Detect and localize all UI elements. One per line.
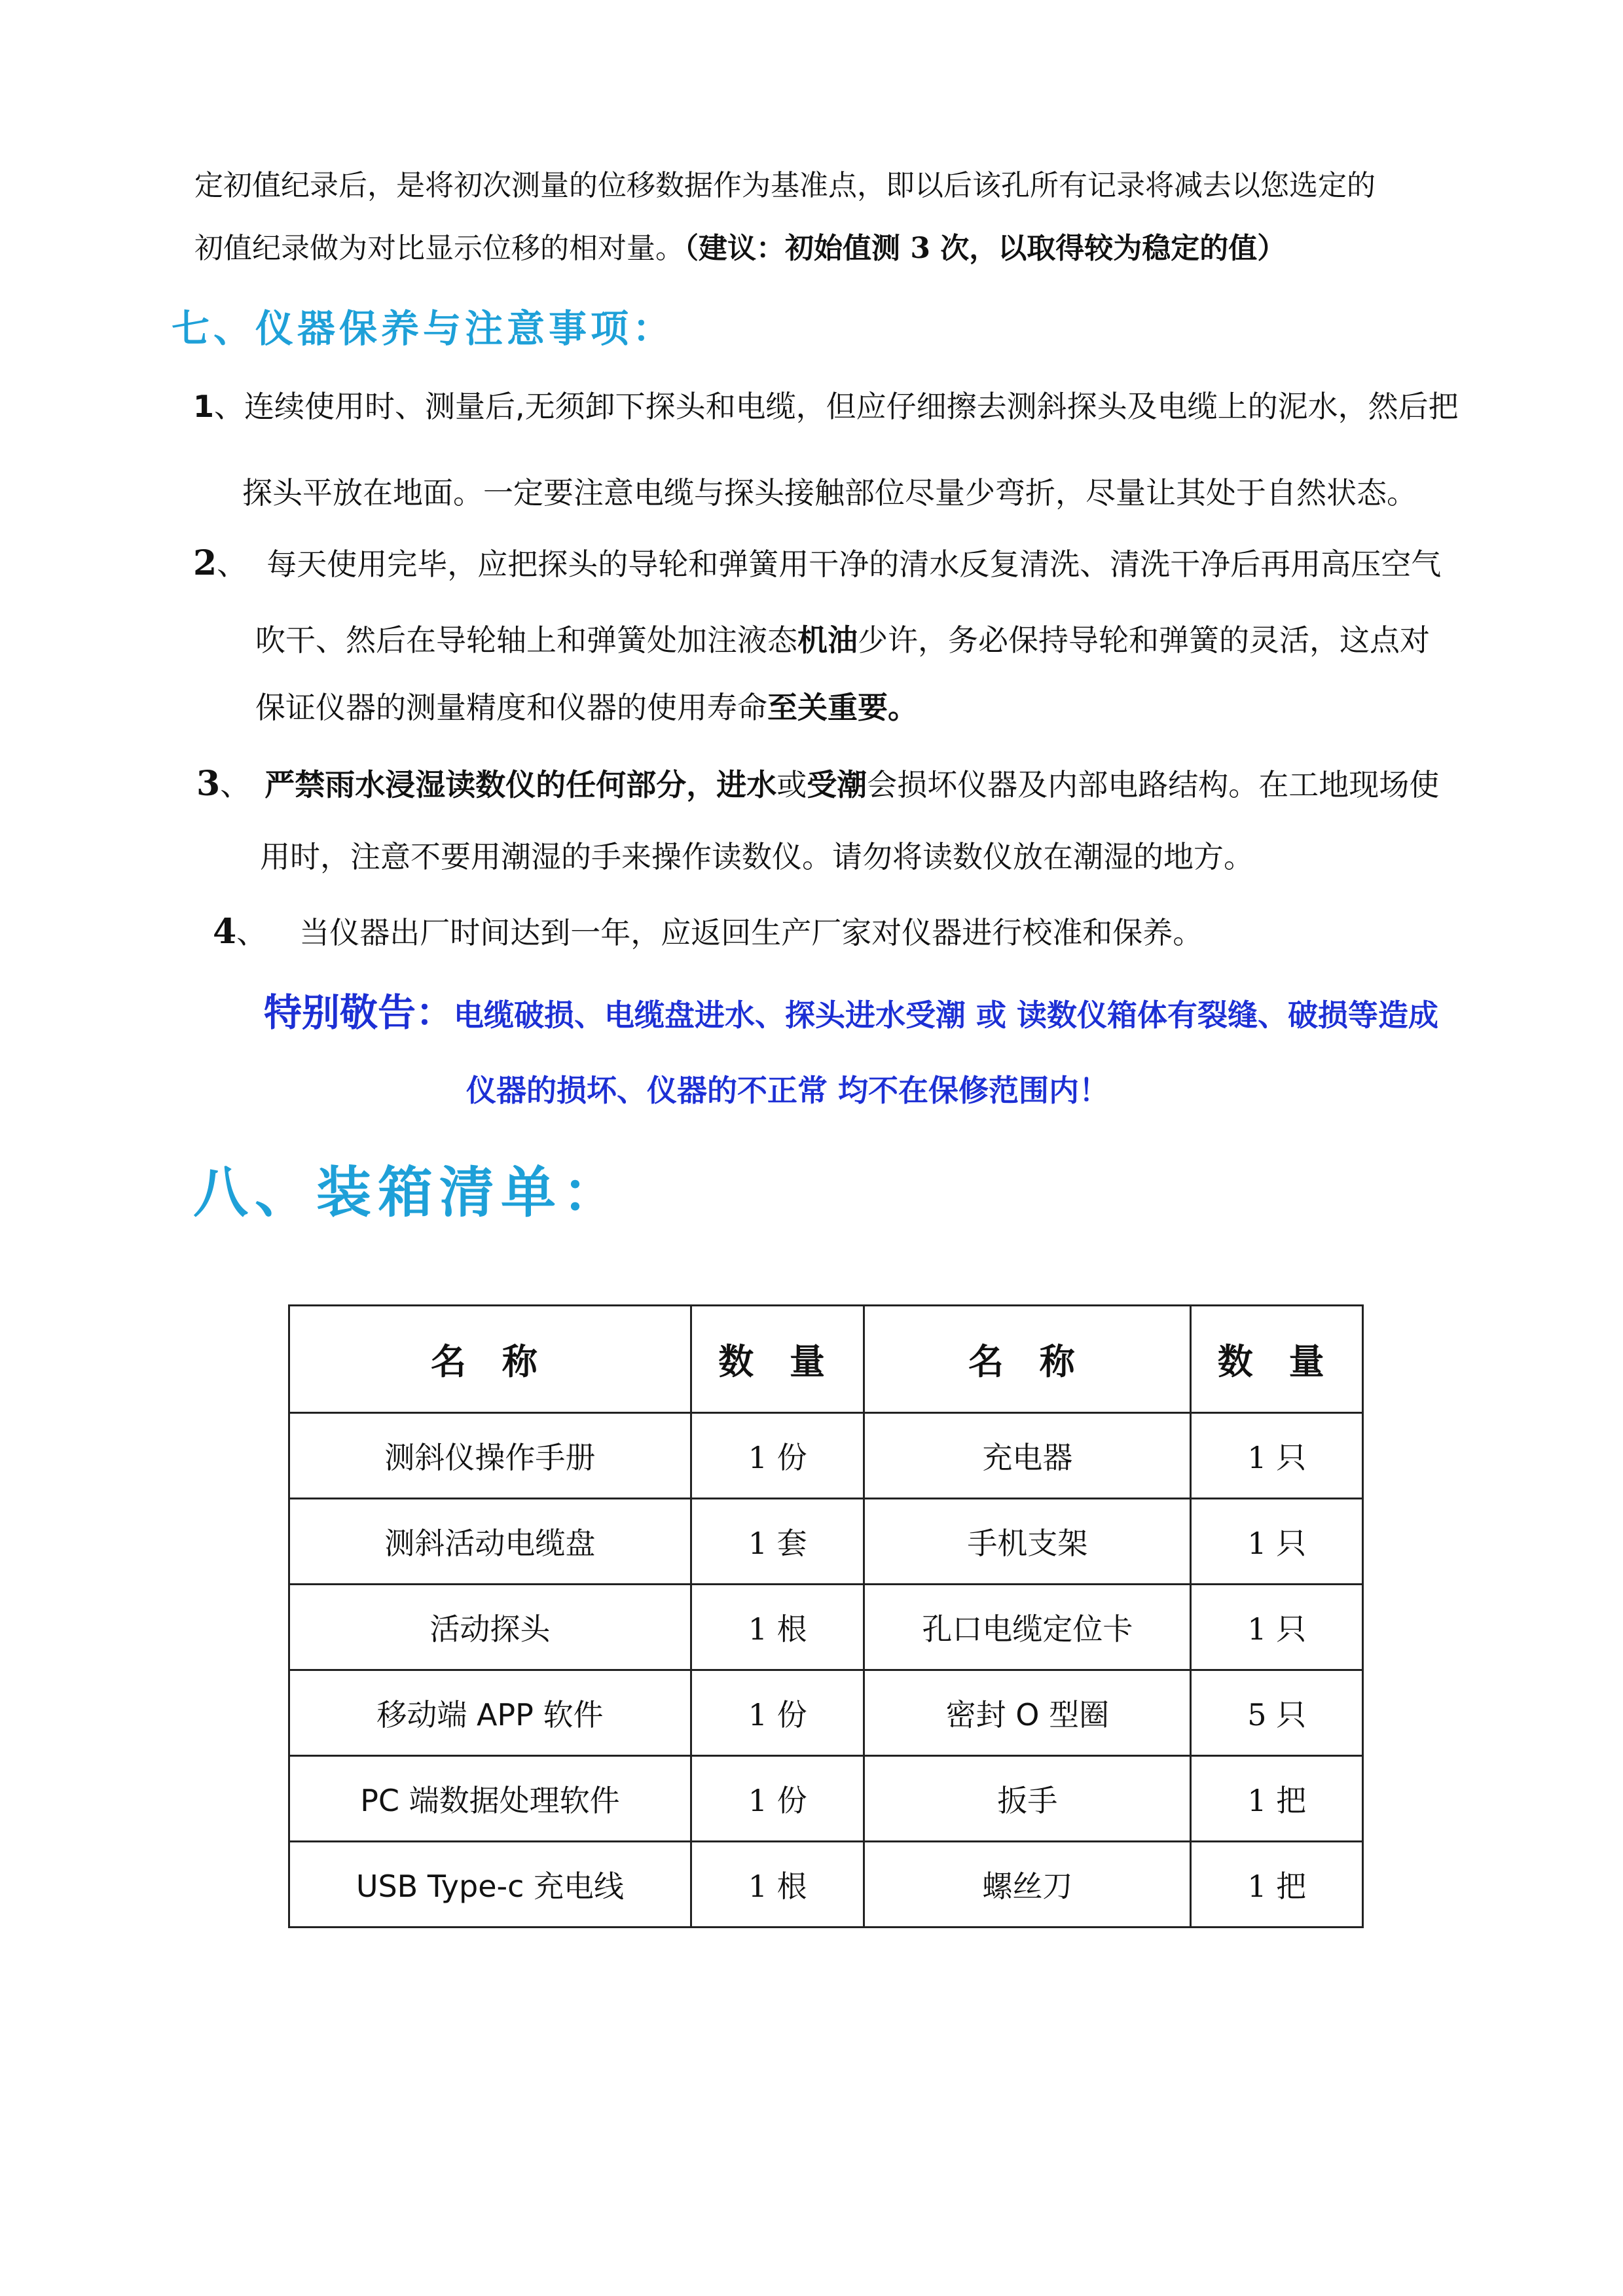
item-2-bold-important: 至关重要。	[767, 690, 918, 725]
item-name: 手机支架	[864, 1499, 1191, 1585]
item-name: 测斜活动电缆盘	[289, 1499, 691, 1585]
item-name: USB Type-c 充电线	[289, 1842, 691, 1928]
header-qty-1: 数 量	[691, 1306, 864, 1413]
intro-line-2-text: 初值纪录做为对比显示位移的相对量。	[194, 232, 684, 265]
special-warning	[264, 990, 1439, 1035]
item-name: 充电器	[864, 1413, 1191, 1499]
item-3-line-1-rest: 会损坏仪器及内部电路结构。在工地现场使	[867, 767, 1440, 802]
item-1-separator: 、	[214, 389, 245, 424]
item-name: 扳手	[864, 1756, 1191, 1842]
item-1-line-1: 连续使用时、测量后,无须卸下探头和电缆，但应仔细擦去测斜探头及电缆上的泥水，然后把	[244, 389, 1459, 424]
packing-list-table	[288, 1304, 1364, 1928]
item-quantity: 1 份	[691, 1756, 864, 1842]
section-7-heading: 七、仪器保养与注意事项：	[172, 306, 675, 351]
item-3-number: 3	[196, 764, 221, 804]
item-4-number: 4	[213, 912, 237, 952]
table-row	[289, 1670, 1363, 1756]
header-qty-2: 数 量	[1191, 1306, 1363, 1413]
table-row	[289, 1413, 1363, 1499]
item-quantity: 1 根	[691, 1842, 864, 1928]
section-8-heading: 八、装箱清单：	[193, 1160, 625, 1225]
item-name: 孔口电缆定位卡	[864, 1585, 1191, 1670]
warning-line-2: 仪器的损坏、仪器的不正常 均不在保修范围内！	[466, 1073, 1110, 1108]
item-2-separator: 、	[217, 547, 247, 582]
item-quantity: 1 份	[691, 1670, 864, 1756]
header-name-1: 名 称	[289, 1306, 691, 1413]
list-item-1	[193, 391, 1459, 422]
item-quantity: 1 把	[1191, 1756, 1363, 1842]
warning-label: 特别敬告：	[264, 990, 454, 1035]
item-quantity: 1 套	[691, 1499, 864, 1585]
item-2-line-3-a: 保证仪器的测量精度和仪器的使用寿命	[255, 690, 767, 725]
item-name: 螺丝刀	[864, 1842, 1191, 1928]
item-name: 移动端 APP 软件	[289, 1670, 691, 1756]
item-1-line-2: 探头平放在地面。一定要注意电缆与探头接触部位尽量少弯折，尽量让其处于自然状态。	[242, 475, 1417, 511]
item-2-bold-oil: 机油	[797, 622, 858, 658]
table-row	[289, 1585, 1363, 1670]
item-3-bold-damp: 受潮	[807, 767, 867, 802]
item-4-line-1: 当仪器出厂时间达到一年，应返回生产厂家对仪器进行校准和保养。	[299, 915, 1203, 950]
item-3-separator: 、	[220, 767, 251, 802]
intro-line-1: 定初值纪录后，是将初次测量的位移数据作为基准点，即以后该孔所有记录将减去以您选定的	[194, 169, 1376, 202]
intro-line-2	[194, 234, 1543, 263]
item-quantity: 1 把	[1191, 1842, 1363, 1928]
item-quantity: 1 只	[1191, 1585, 1363, 1670]
item-1-number: 1	[193, 389, 215, 424]
item-name: 测斜仪操作手册	[289, 1413, 691, 1499]
item-3-line-2: 用时，注意不要用潮湿的手来操作读数仪。请勿将读数仪放在潮湿的地方。	[260, 839, 1254, 874]
warning-line-1: 电缆破损、电缆盘进水、探头进水受潮 或 读数仪箱体有裂缝、破损等造成	[454, 997, 1439, 1033]
item-3-bold-warning: 严禁雨水浸湿读数仪的任何部分，进水	[264, 767, 777, 802]
item-3-or: 或	[776, 767, 807, 802]
item-2-number: 2	[193, 543, 217, 583]
table-row	[289, 1842, 1363, 1928]
item-quantity: 1 份	[691, 1413, 864, 1499]
table-row	[289, 1756, 1363, 1842]
item-quantity: 1 只	[1191, 1413, 1363, 1499]
intro-recommendation: （建议：初始值测 3 次，以取得较为稳定的值）	[684, 232, 1286, 265]
item-name: PC 端数据处理软件	[289, 1756, 691, 1842]
item-name: 活动探头	[289, 1585, 691, 1670]
item-quantity: 1 只	[1191, 1499, 1363, 1585]
table-row	[289, 1499, 1363, 1585]
item-quantity: 5 只	[1191, 1670, 1363, 1756]
item-2-line-3	[255, 692, 918, 723]
header-name-2: 名 称	[864, 1306, 1191, 1413]
item-name: 密封 O 型圈	[864, 1670, 1191, 1756]
item-2-line-2	[255, 622, 1430, 658]
item-4-separator: 、	[236, 915, 267, 950]
item-2-line-2-b: 少许，务必保持导轮和弹簧的灵活，这点对	[858, 622, 1430, 658]
item-quantity: 1 根	[691, 1585, 864, 1670]
item-2-line-2-a: 吹干、然后在导轮轴上和弹簧处加注液态	[255, 622, 797, 658]
list-item-4	[213, 912, 1203, 952]
item-2-line-1: 每天使用完毕，应把探头的导轮和弹簧用干净的清水反复清洗、清洗干净后再用高压空气	[266, 547, 1442, 582]
table-header-row	[289, 1306, 1363, 1413]
list-item-3	[196, 764, 1440, 804]
list-item-2	[193, 543, 1442, 583]
